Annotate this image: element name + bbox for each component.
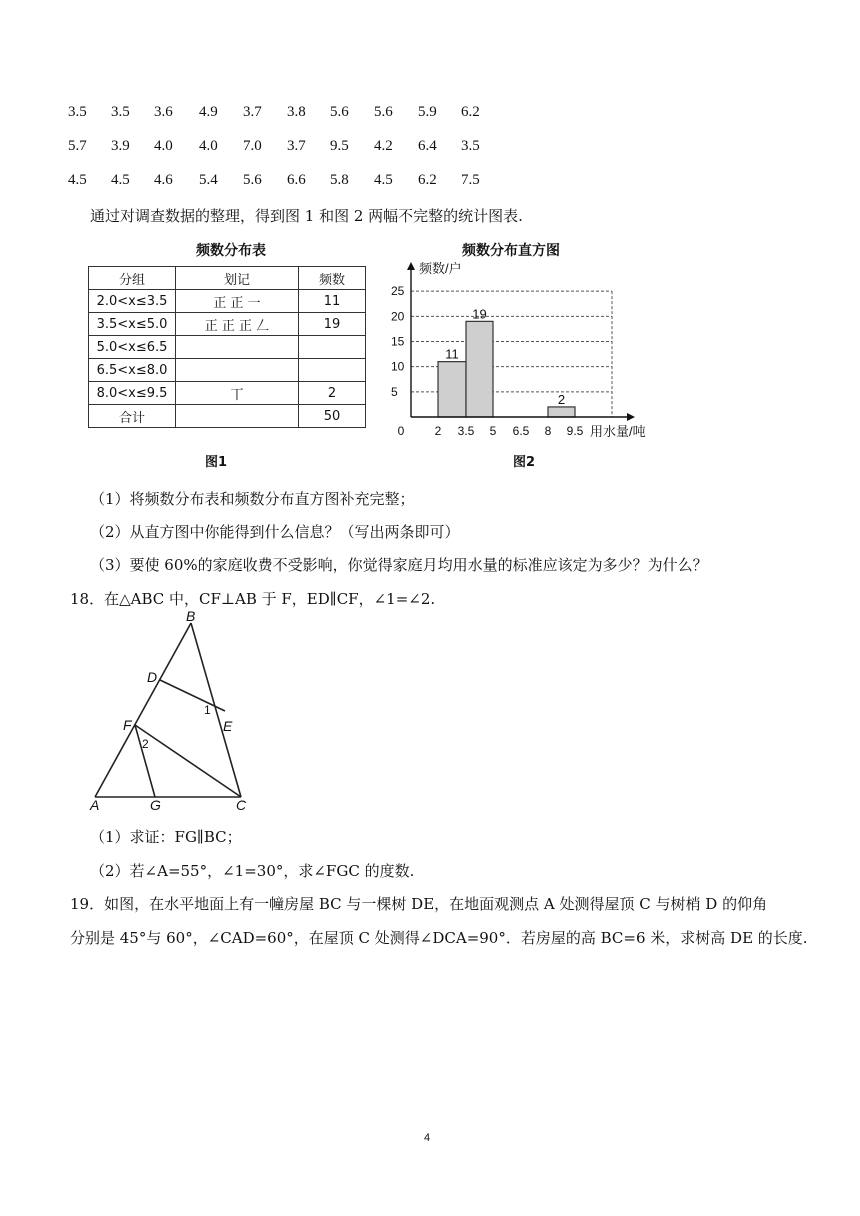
point-label-E: E [223, 718, 233, 734]
y-axis-title: 频数/户 [419, 261, 462, 276]
group-cell: 8.0<x≤9.5 [89, 382, 176, 405]
x-tick-label: 5 [489, 424, 497, 438]
data-value: 6.2 [418, 172, 437, 188]
histogram-title: 频数分布直方图 [462, 243, 560, 259]
tally-cell: 正 正 正 𠃋 [176, 313, 299, 336]
data-value: 5.7 [68, 138, 87, 154]
data-value: 4.5 [111, 172, 130, 188]
table-header-row [89, 267, 366, 290]
segment-FC [135, 725, 241, 797]
tally-cell: 丅 [176, 382, 299, 405]
header-cell: 分组 [89, 267, 176, 290]
q19-line-1: 19．如图，在水平地面上有一幢房屋 BC 与一棵树 DE，在地面观测点 A 处测得屋顶 C 与树梢 D 的仰角 [70, 895, 768, 913]
table-title: 频数分布表 [196, 243, 266, 259]
data-value: 6.6 [287, 172, 306, 188]
data-value: 4.9 [199, 104, 218, 120]
bar-value-label: 19 [472, 306, 487, 322]
x-axis-title: 用水量/吨 [590, 424, 646, 439]
count-cell: 50 [299, 405, 366, 428]
data-value: 3.9 [111, 138, 130, 154]
data-value: 3.7 [287, 138, 306, 154]
data-value: 3.6 [154, 104, 173, 120]
data-value: 3.7 [243, 104, 262, 120]
figure-2-caption: 图2 [513, 455, 536, 470]
x-axis-arrow [627, 413, 635, 421]
point-label-A: A [90, 797, 100, 813]
data-value: 5.8 [330, 172, 349, 188]
q18-stem: 18．在△ABC 中，CF⊥AB 于 F，ED∥CF，∠1=∠2. [70, 590, 436, 608]
data-value: 7.5 [461, 172, 480, 188]
x-tick-label: 8 [544, 424, 552, 438]
point-label-F: F [123, 717, 132, 733]
angle-label-1: 1 [204, 703, 211, 717]
count-cell: 11 [299, 290, 366, 313]
x-tick-label: 2 [434, 424, 442, 438]
count-cell: 2 [299, 382, 366, 405]
segment-BC [191, 623, 241, 797]
data-value: 3.5 [68, 104, 87, 120]
point-label-B: B [186, 608, 196, 624]
data-value: 7.0 [243, 138, 262, 154]
data-value: 3.5 [461, 138, 480, 154]
data-value: 9.5 [330, 138, 349, 154]
y-tick-label: 20 [391, 309, 405, 324]
histogram-chart [380, 256, 680, 446]
data-value: 4.2 [374, 138, 393, 154]
bar-value-label: 2 [557, 391, 566, 407]
data-value: 6.4 [418, 138, 437, 154]
x-tick-label: 6.5 [512, 424, 530, 438]
data-value: 5.4 [199, 172, 218, 188]
histogram-bar [548, 407, 575, 417]
table-row [89, 290, 366, 313]
q17-part-1: （1）将频数分布表和频数分布直方图补充完整； [90, 490, 415, 508]
header-cell: 划记 [176, 267, 299, 290]
count-cell [299, 359, 366, 382]
group-cell: 合计 [89, 405, 176, 428]
data-value: 5.6 [243, 172, 262, 188]
histogram-bar [438, 362, 466, 417]
y-tick-label: 10 [391, 359, 405, 374]
tally-cell [176, 336, 299, 359]
group-cell: 3.5<x≤5.0 [89, 313, 176, 336]
x-tick-label: 0 [397, 424, 405, 438]
frequency-table [88, 266, 366, 428]
data-value: 3.5 [111, 104, 130, 120]
q18-part-2: （2）若∠A=55°，∠1=30°，求∠FGC 的度数. [90, 862, 415, 880]
triangle-figure [80, 608, 260, 818]
segment-DE [160, 680, 225, 711]
y-tick-label: 5 [391, 384, 398, 399]
table-row [89, 359, 366, 382]
group-cell: 5.0<x≤6.5 [89, 336, 176, 359]
angle-label-2: 2 [142, 737, 149, 751]
point-label-C: C [236, 797, 247, 813]
tally-cell [176, 359, 299, 382]
table-row [89, 313, 366, 336]
data-value: 4.6 [154, 172, 173, 188]
tally-cell: 正 正 一 [176, 290, 299, 313]
table-row [89, 382, 366, 405]
q17-part-3: （3）要使 60%的家庭收费不受影响，你觉得家庭月均用水量的标准应该定为多少？为什么？ [90, 556, 708, 574]
y-axis-arrow [407, 262, 415, 270]
tally-cell [176, 405, 299, 428]
table-row [89, 405, 366, 428]
segment-AB [95, 623, 191, 797]
data-value: 5.6 [330, 104, 349, 120]
data-value: 6.2 [461, 104, 480, 120]
table-row [89, 336, 366, 359]
q17-part-2: （2）从直方图中你能得到什么信息？（写出两条即可） [90, 523, 460, 541]
count-cell [299, 336, 366, 359]
point-label-D: D [147, 669, 158, 685]
page-number: 4 [424, 1132, 431, 1144]
group-cell: 2.0<x≤3.5 [89, 290, 176, 313]
y-tick-label: 15 [391, 334, 405, 349]
figure-1-caption: 图1 [205, 455, 228, 470]
bar-value-label: 11 [445, 346, 459, 362]
data-value: 4.0 [154, 138, 173, 154]
data-value: 5.6 [374, 104, 393, 120]
intro-text: 通过对调查数据的整理，得到图 1 和图 2 两幅不完整的统计图表. [90, 207, 523, 225]
q18-part-1: （1）求证：FG∥BC； [90, 828, 242, 846]
histogram-bar [466, 321, 493, 417]
x-tick-label: 3.5 [457, 424, 475, 438]
data-value: 4.0 [199, 138, 218, 154]
data-value: 3.8 [287, 104, 306, 120]
count-cell: 19 [299, 313, 366, 336]
y-tick-label: 25 [391, 284, 405, 299]
data-value: 4.5 [68, 172, 87, 188]
group-cell: 6.5<x≤8.0 [89, 359, 176, 382]
x-tick-label: 9.5 [566, 424, 584, 438]
data-value: 5.9 [418, 104, 437, 120]
header-cell: 频数 [299, 267, 366, 290]
point-label-G: G [150, 797, 161, 813]
data-value: 4.5 [374, 172, 393, 188]
q19-line-2: 分别是 45°与 60°，∠CAD=60°，在屋顶 C 处测得∠DCA=90°．若房屋的高 BC=6 米，求树高 DE 的长度. [70, 929, 808, 947]
